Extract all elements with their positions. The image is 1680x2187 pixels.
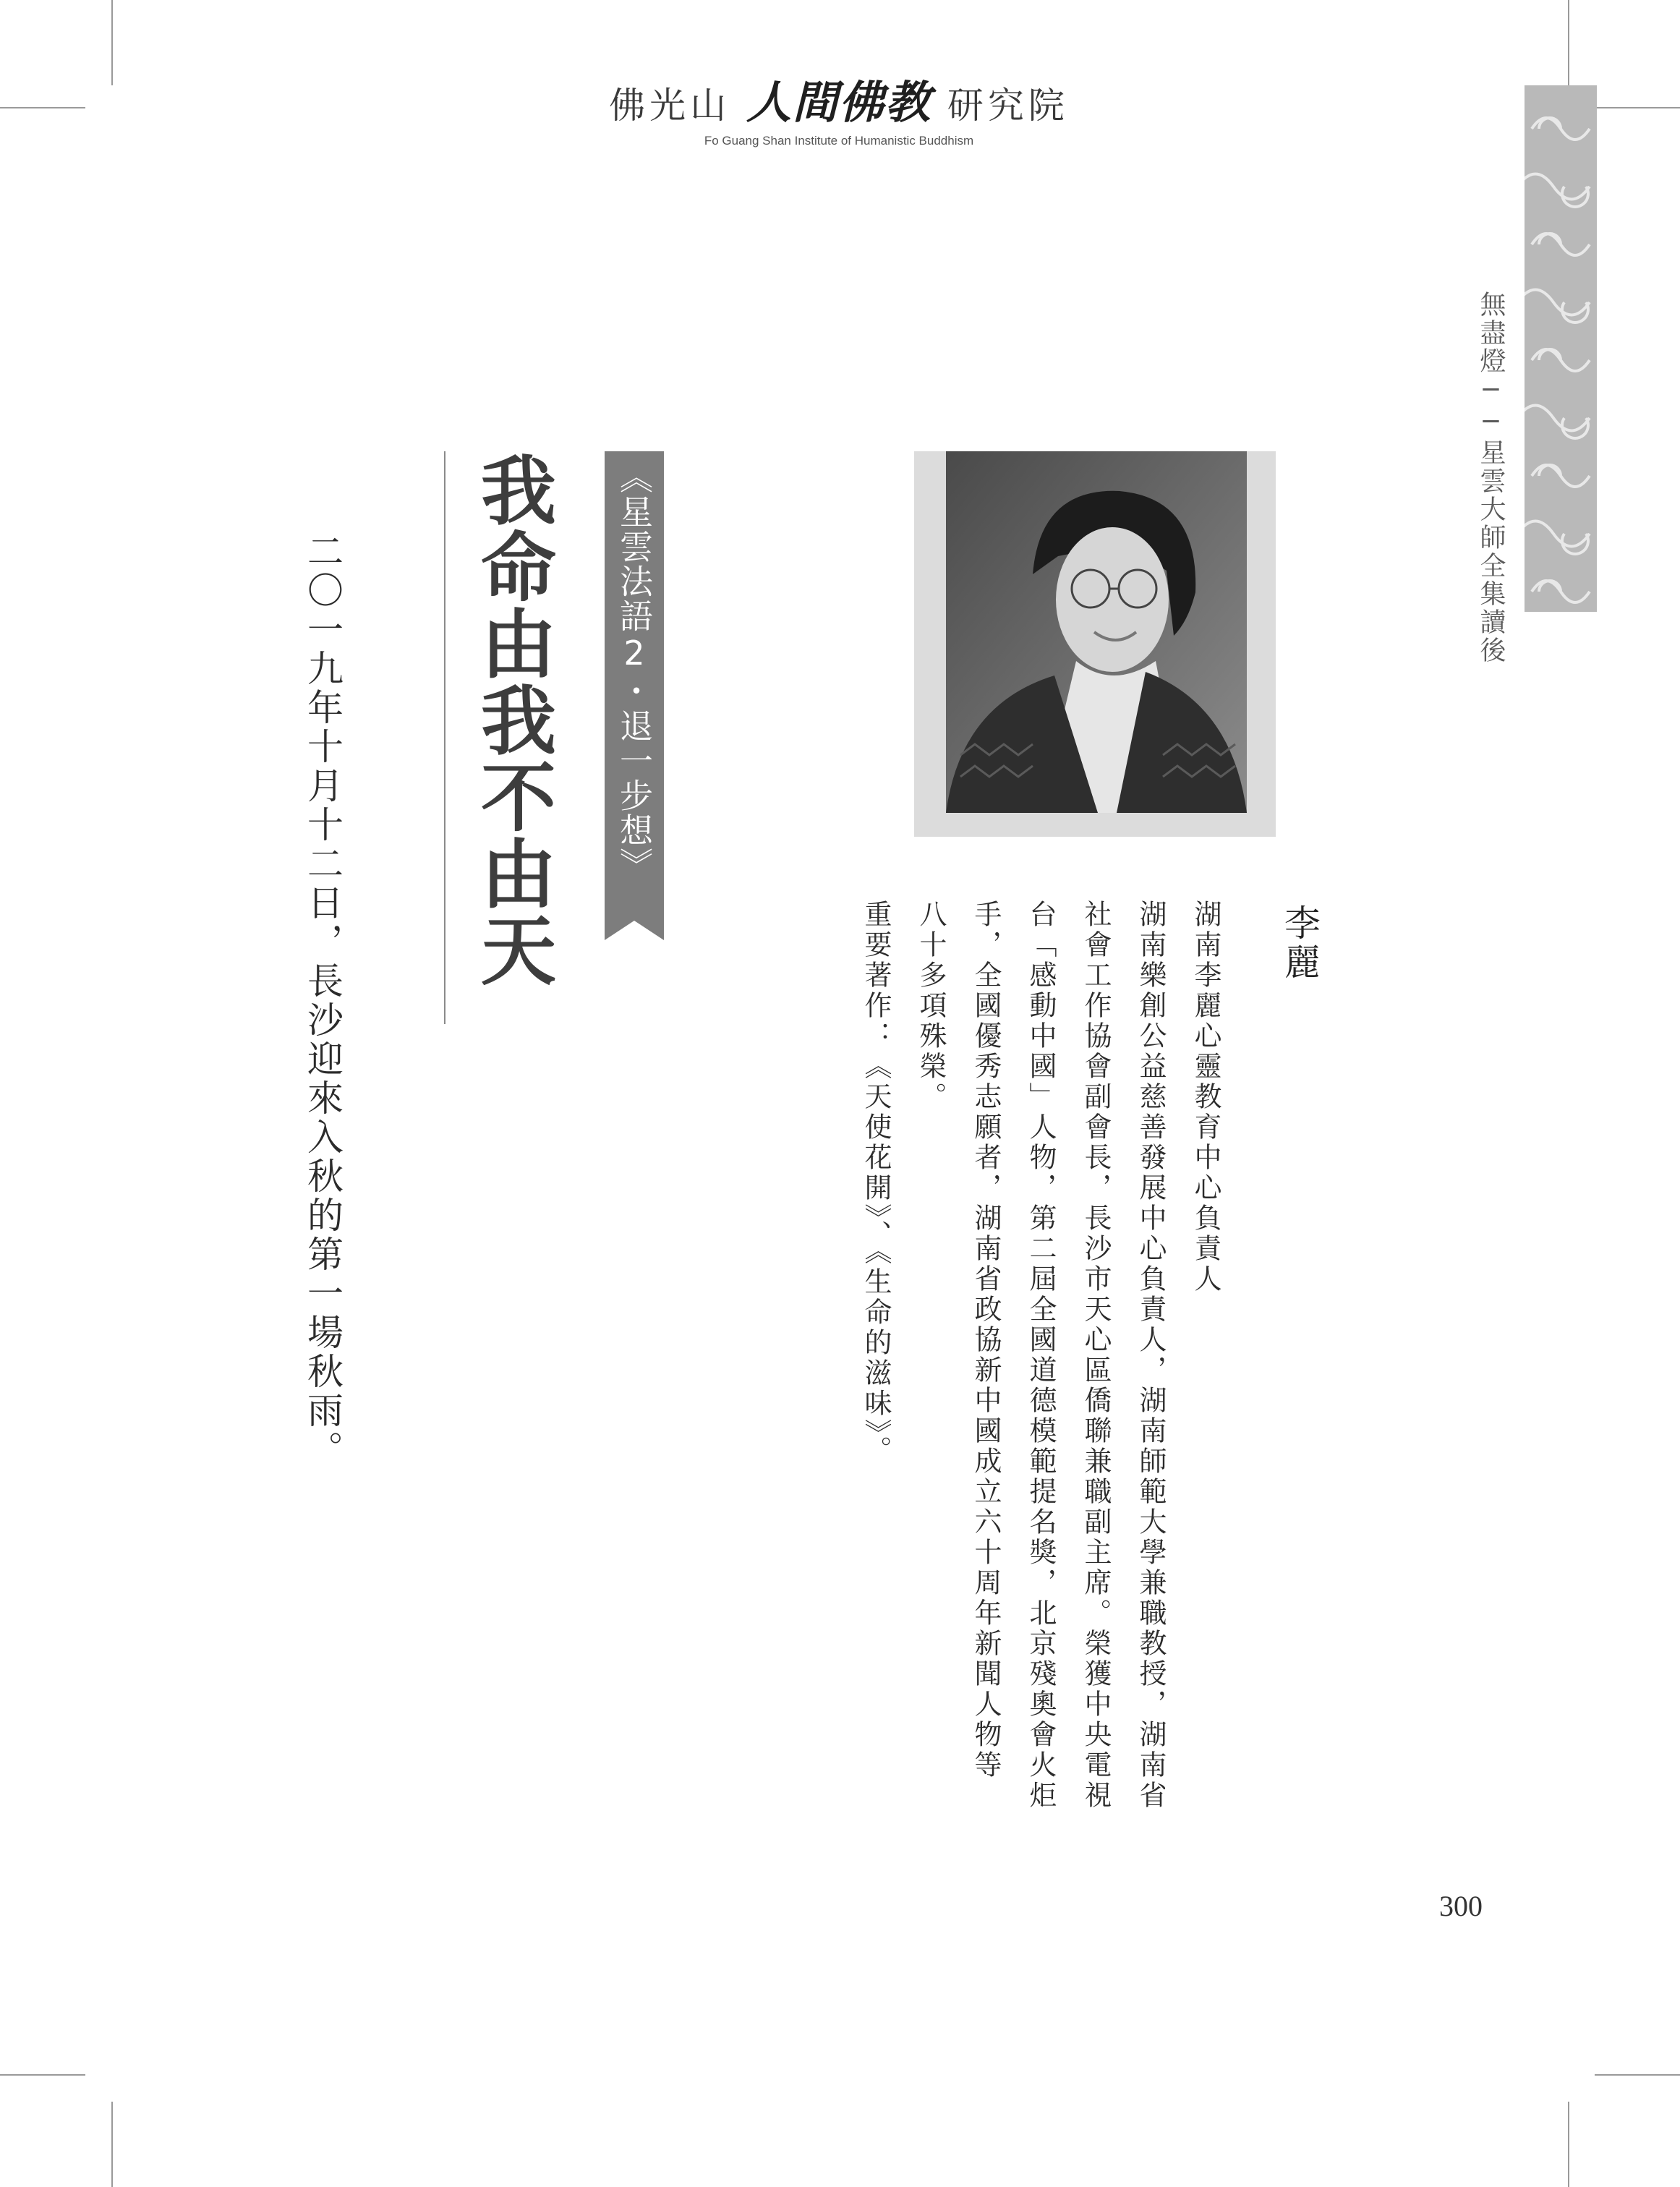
crop-mark	[1595, 2074, 1680, 2076]
org-suffix: 研究院	[947, 85, 1069, 127]
org-prefix: 佛光山	[609, 85, 731, 127]
series-title: 無盡燈──星雲大師全集讀後	[1476, 291, 1506, 665]
cloud-pattern-tab	[1525, 85, 1597, 612]
portrait-image	[946, 451, 1247, 813]
source-title: 《星雲法語2・退一步想》	[615, 460, 654, 882]
bio-line: 湖南樂創公益慈善發展中心負責人，湖南師範大學兼職教授，湖南省	[1135, 900, 1167, 1811]
org-title	[607, 67, 1070, 131]
body-text: 二〇一九年十月十二日，長沙迎來入秋的第一場秋雨。	[302, 532, 344, 1470]
bio-line: 社會工作協會副會長，長沙市天心區僑聯兼職副主席。榮獲中央電視	[1080, 900, 1112, 1811]
org-brand-logo: 人間佛教	[746, 76, 931, 129]
bio-line: 八十多項殊榮。	[915, 900, 947, 1112]
author-name: 李麗	[1279, 904, 1321, 982]
bio-line: 台「感動中國」人物，第二屆全國道德模範提名獎，北京殘奧會火炬	[1025, 900, 1057, 1811]
cloud-pattern-icon	[1525, 85, 1597, 612]
crop-mark	[111, 0, 113, 85]
title-rule	[444, 451, 445, 1024]
author-photo	[946, 451, 1247, 813]
crop-mark	[0, 107, 85, 108]
crop-mark	[0, 2074, 85, 2076]
page-number: 300	[1439, 1890, 1483, 1922]
article-title: 我命由我不由天	[468, 451, 557, 988]
page-header	[607, 67, 1070, 148]
crop-mark	[1568, 2102, 1569, 2187]
bio-line: 手，全國優秀志願者，湖南省政協新中國成立六十周年新聞人物等	[970, 900, 1002, 1781]
crop-mark	[111, 2102, 113, 2187]
bio-line: 湖南李麗心靈教育中心負責人	[1190, 900, 1221, 1295]
crop-mark	[1595, 107, 1680, 108]
bio-works-line: 重要著作：《天使花開》、《生命的滋味》。	[860, 900, 892, 1466]
crop-mark	[1568, 0, 1569, 85]
org-subtitle: Fo Guang Shan Institute of Humanistic Buddhism	[704, 134, 974, 148]
author-bio	[843, 900, 1233, 1869]
